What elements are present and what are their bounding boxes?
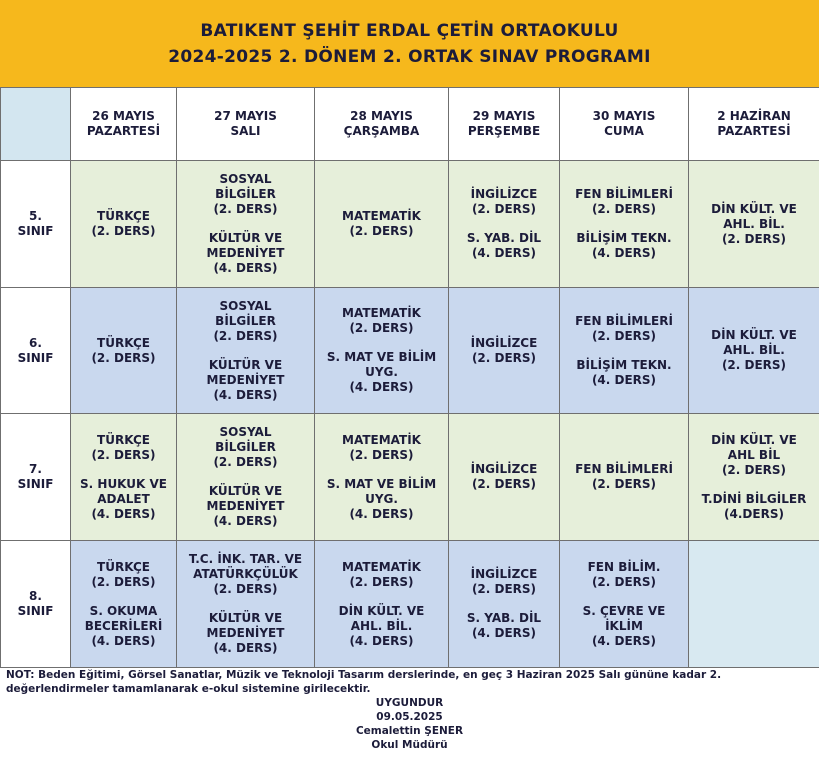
exam-line: (4. DERS) [591,246,657,260]
exam-cell [177,541,315,668]
exam-line: (4. DERS) [91,633,156,648]
exam-line: (2. DERS) [349,224,414,238]
exam-line: (2. DERS) [213,582,278,596]
header-row [1,88,819,161]
exam-line: KÜLTÜR VE [208,357,283,372]
exam-line: (4. DERS) [471,626,537,640]
exam-line: MEDENİYET [206,372,285,387]
exam-line: (2. DERS) [471,350,537,365]
exam-line: FEN BİLİMLERİ [575,187,673,201]
exam-line: (2. DERS) [591,328,657,343]
grade-row [1,161,819,288]
block-gap [179,597,312,611]
exam-line: (4.DERS) [724,506,784,521]
exam-line: MATEMATİK [342,209,421,223]
exam-line: UYG. [365,491,398,506]
exam-line: ADALET [97,491,150,506]
exam-line: (4. DERS) [349,380,414,394]
block-gap [317,336,446,350]
exam-line: (2. DERS) [213,455,278,469]
exam-line: BİLGİLER [215,187,276,201]
exam-line: İNGİLİZCE [470,335,538,350]
exam-line: (2. DERS) [91,447,156,462]
day-header: 30 MAYIS CUMA [560,88,689,161]
block-gap [562,344,686,358]
schedule-table [0,87,819,668]
note-text: NOT: Beden Eğitimi, Görsel Sanatlar, Müzik ve Teknoloji Tasarım derslerinde, en geç 3 Haziran 2025 Salı gününe kadar 2. değerlendirmeler tamamlanarak e-okul sistemine girilecektir. [6,669,722,695]
exam-cell [560,161,689,288]
exam-line: AHL. BİL. [723,216,785,231]
block-gap [179,470,312,484]
day-header: 26 MAYIS PAZARTESİ [71,88,177,161]
exam-cell [560,414,689,541]
exam-cell [560,288,689,414]
exam-cell [71,161,177,288]
block-gap [451,597,557,611]
block-gap [317,590,446,604]
exam-line: (4. DERS) [213,387,278,402]
exam-line: DİN KÜLT. VE [338,603,425,618]
exam-line: ATATÜRKÇÜLÜK [193,567,298,581]
exam-line: MEDENİYET [206,246,285,260]
exam-line: (2. DERS) [91,574,156,589]
school-name: BATIKENT ŞEHİT ERDAL ÇETİN ORTAOKULU [200,20,619,41]
exam-cell [449,414,560,541]
exam-cell [449,288,560,414]
exam-line: SOSYAL [219,425,272,439]
exam-line: SOSYAL [219,298,272,313]
exam-line: S. YAB. DİL [466,611,542,625]
exam-line: KÜLTÜR VE [208,231,283,245]
block-gap [73,463,174,477]
exam-line: (2. DERS) [591,477,657,491]
exam-line: (2. DERS) [471,582,537,596]
exam-line: KÜLTÜR VE [208,484,283,498]
exam-cell [71,541,177,668]
schedule-title: 2024-2025 2. DÖNEM 2. ORTAK SINAV PROGRAMI [168,46,651,67]
exam-line: T.DİNİ BİLGİLER [701,491,807,506]
block-gap [317,463,446,477]
exam-line: (4. DERS) [213,514,278,528]
approval-date: 09.05.2025 [376,711,443,723]
exam-line: T.C. İNK. TAR. VE [188,552,303,566]
exam-line: S. ÇEVRE VE [582,603,666,618]
exam-line: BİLGİLER [215,313,276,328]
exam-line: (2. DERS) [349,321,414,335]
exam-line: (4. DERS) [213,641,278,655]
day-header: 2 HAZİRAN PAZARTESİ [689,88,819,161]
exam-line: MATEMATİK [342,559,421,574]
exam-line: İNGİLİZCE [470,462,538,476]
exam-cell [315,161,449,288]
exam-line: (2. DERS) [349,574,414,589]
exam-cell [315,414,449,541]
exam-line: BİLİŞİM TEKN. [576,357,672,372]
exam-line: KÜLTÜR VE [208,611,283,625]
exam-line: TÜRKÇE [97,209,150,223]
exam-line: (2. DERS) [721,358,787,372]
exam-line: AHL. BİL. [350,618,413,633]
exam-line: FEN BİLİMLERİ [575,462,673,476]
empty-exam-cell [689,541,819,668]
exam-line: FEN BİLİMLERİ [575,313,673,328]
exam-line: MEDENİYET [206,499,285,513]
corner-cell [1,88,71,161]
exam-line: İNGİLİZCE [470,567,538,581]
exam-line: (2. DERS) [721,231,787,246]
exam-cell [71,414,177,541]
grade-label: 6. SINIF [1,288,71,414]
exam-line: TÜRKÇE [97,559,150,574]
exam-line: (2. DERS) [91,350,156,365]
block-gap [179,344,312,358]
exam-line: (4. DERS) [213,261,278,275]
exam-line: TÜRKÇE [97,335,150,350]
exam-line: (2. DERS) [91,224,156,238]
exam-line: (2. DERS) [471,202,537,216]
exam-line: TÜRKÇE [97,432,150,447]
footer [0,668,819,752]
exam-line: SOSYAL [219,172,272,186]
grade-label: 5. SINIF [1,161,71,288]
exam-line: MATEMATİK [342,432,421,447]
exam-line: (4. DERS) [591,372,657,387]
exam-line: BECERİLERİ [84,618,163,633]
exam-line: MATEMATİK [342,306,421,320]
exam-line: MEDENİYET [206,626,285,640]
principal-role: Okul Müdürü [371,739,448,751]
grade-row [1,541,819,668]
exam-line: AHL. BİL. [723,343,785,357]
exam-line: AHL BİL [727,447,781,462]
block-gap [562,217,686,231]
exam-cell [560,541,689,668]
exam-cell [177,288,315,414]
exam-line: (2. DERS) [721,462,787,477]
exam-line: (4. DERS) [349,506,414,521]
exam-cell [177,161,315,288]
signature-block [0,696,819,752]
exam-line: BİLİŞİM TEKN. [576,231,672,245]
exam-cell [689,161,819,288]
exam-cell [71,288,177,414]
exam-line: (4. DERS) [349,633,414,648]
exam-line: S. OKUMA [89,603,158,618]
block-gap [179,217,312,231]
exam-line: S. YAB. DİL [466,231,542,245]
grade-row [1,288,819,414]
exam-line: İKLİM [605,618,643,633]
day-header: 29 MAYIS PERŞEMBE [449,88,560,161]
exam-line: DİN KÜLT. VE [711,432,797,447]
day-header: 28 MAYIS ÇARŞAMBA [315,88,449,161]
exam-cell [449,161,560,288]
principal-name: Cemalettin ŞENER [355,725,464,737]
exam-line: S. MAT VE BİLİM [326,350,437,364]
exam-cell [689,288,819,414]
exam-line: BİLGİLER [215,440,276,454]
block-gap [562,590,686,604]
exam-cell [689,414,819,541]
grade-label: 7. SINIF [1,414,71,541]
title-banner [0,0,819,88]
exam-line: (2. DERS) [591,574,657,589]
block-gap [451,217,557,231]
exam-line: (2. DERS) [471,477,537,491]
exam-line: (2. DERS) [591,202,657,216]
exam-line: FEN BİLİM. [587,559,661,574]
exam-line: (4. DERS) [471,246,537,260]
exam-line: UYG. [365,365,398,379]
exam-line: (2. DERS) [213,328,278,343]
block-gap [691,478,817,492]
approval-text: UYGUNDUR [375,697,444,709]
day-header: 27 MAYIS SALI [177,88,315,161]
grade-label: 8. SINIF [1,541,71,668]
exam-line: S. MAT VE BİLİM [326,476,437,491]
exam-cell [315,541,449,668]
exam-line: (2. DERS) [349,447,414,462]
exam-line: (4. DERS) [91,506,156,521]
exam-cell [449,541,560,668]
exam-line: S. HUKUK VE [80,476,167,491]
block-gap [73,590,174,604]
grade-row [1,414,819,541]
exam-line: (4. DERS) [591,633,657,648]
exam-line: İNGİLİZCE [470,187,538,201]
exam-cell [177,414,315,541]
exam-cell [315,288,449,414]
exam-line: DİN KÜLT. VE [711,201,797,216]
exam-line: (2. DERS) [213,202,278,216]
exam-line: DİN KÜLT. VE [711,328,797,342]
